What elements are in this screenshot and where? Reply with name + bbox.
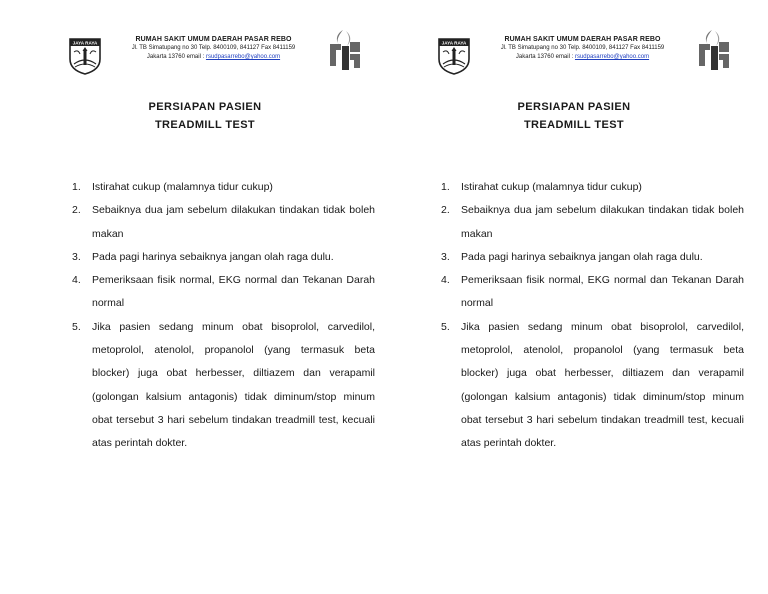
instruction-list [72, 176, 375, 456]
crest-text: JAYA RAYA [72, 40, 98, 46]
list-item-number: 4. [441, 274, 450, 287]
list-item [72, 316, 375, 456]
hospital-logo [326, 28, 364, 72]
hospital-city-email [475, 53, 690, 62]
list-item [441, 246, 744, 269]
email-link[interactable]: rsudpasarrebo@yahoo.com [574, 54, 650, 60]
list-item-number: 3. [441, 250, 450, 263]
city-email-prefix: Jakarta 13760 email : [515, 54, 575, 60]
letterhead [106, 35, 321, 62]
list-item-text: Istirahat cukup (malamnya tidur cukup) [461, 181, 642, 193]
list-item [72, 269, 375, 316]
list-item-text: Pemeriksaan fisik normal, EKG normal dan Tekanan Darah normal [92, 274, 375, 310]
list-item-number: 3. [72, 250, 81, 263]
hospital-address: Jl. TB Simatupang no 30 Telp. 8400109, 841127 Fax 8411159 [131, 45, 296, 51]
list-item-number: 1. [441, 181, 450, 193]
email-link[interactable]: rsudpasarrebo@yahoo.com [205, 54, 281, 60]
document-title-line-2: TREADMILL TEST [154, 119, 256, 131]
list-item-text: Sebaiknya dua jam sebelum dilakukan tindakan tidak boleh makan [461, 204, 744, 240]
hospital-city-email [106, 53, 321, 62]
list-item-text: Jika pasien sedang minum obat bisoprolol, carvedilol, metoprolol, atenolol, propanolol (yang termasuk beta blocker) juga obat herbesser, diltiazem dan verapamil (golongan kalsium antagonis) tidak diminum/stop minum obat tersebut 3 hari sebelum tindakan treadmill test, kecuali atas perintah dokter. [92, 320, 375, 450]
list-item [441, 176, 744, 199]
list-item-text: Jika pasien sedang minum obat bisoprolol, carvedilol, metoprolol, atenolol, propanolol (yang termasuk beta blocker) juga obat herbesser, diltiazem dan verapamil (golongan kalsium antagonis) tidak diminum/stop minum obat tersebut 3 hari sebelum tindakan treadmill test, kecuali atas perintah dokter. [461, 320, 744, 450]
document-title-line-2: TREADMILL TEST [523, 119, 625, 131]
city-email-prefix: Jakarta 13760 email : [146, 54, 206, 60]
jakarta-crest-logo [68, 37, 102, 75]
document-title-line-1: PERSIAPAN PASIEN [148, 101, 262, 113]
list-item-number: 4. [72, 274, 81, 287]
hospital-name: RUMAH SAKIT UMUM DAERAH PASAR REBO [135, 36, 292, 43]
hospital-name: RUMAH SAKIT UMUM DAERAH PASAR REBO [504, 36, 661, 43]
list-item-number: 2. [441, 204, 450, 217]
list-item [72, 176, 375, 199]
list-item-number: 1. [72, 181, 81, 193]
list-item-text: Sebaiknya dua jam sebelum dilakukan tindakan tidak boleh makan [92, 204, 375, 240]
list-item-number: 5. [72, 320, 81, 333]
list-item [441, 269, 744, 316]
list-item [72, 199, 375, 246]
list-item [72, 246, 375, 269]
crest-text: JAYA RAYA [441, 40, 467, 46]
hospital-address: Jl. TB Simatupang no 30 Telp. 8400109, 841127 Fax 8411159 [500, 45, 665, 51]
list-item-number: 2. [72, 204, 81, 217]
hospital-logo [695, 28, 733, 72]
list-item-text: Istirahat cukup (malamnya tidur cukup) [92, 181, 273, 193]
list-item [441, 316, 744, 456]
list-item [441, 199, 744, 246]
document-page-right [369, 0, 753, 594]
letterhead [475, 35, 690, 62]
list-item-text: Pada pagi harinya sebaiknya jangan olah raga dulu. [461, 250, 703, 263]
jakarta-crest-logo [437, 37, 471, 75]
list-item-text: Pada pagi harinya sebaiknya jangan olah raga dulu. [92, 250, 334, 263]
list-item-number: 5. [441, 320, 450, 333]
list-item-text: Pemeriksaan fisik normal, EKG normal dan Tekanan Darah normal [461, 274, 744, 310]
document-title-line-1: PERSIAPAN PASIEN [517, 101, 631, 113]
instruction-list [441, 176, 744, 456]
